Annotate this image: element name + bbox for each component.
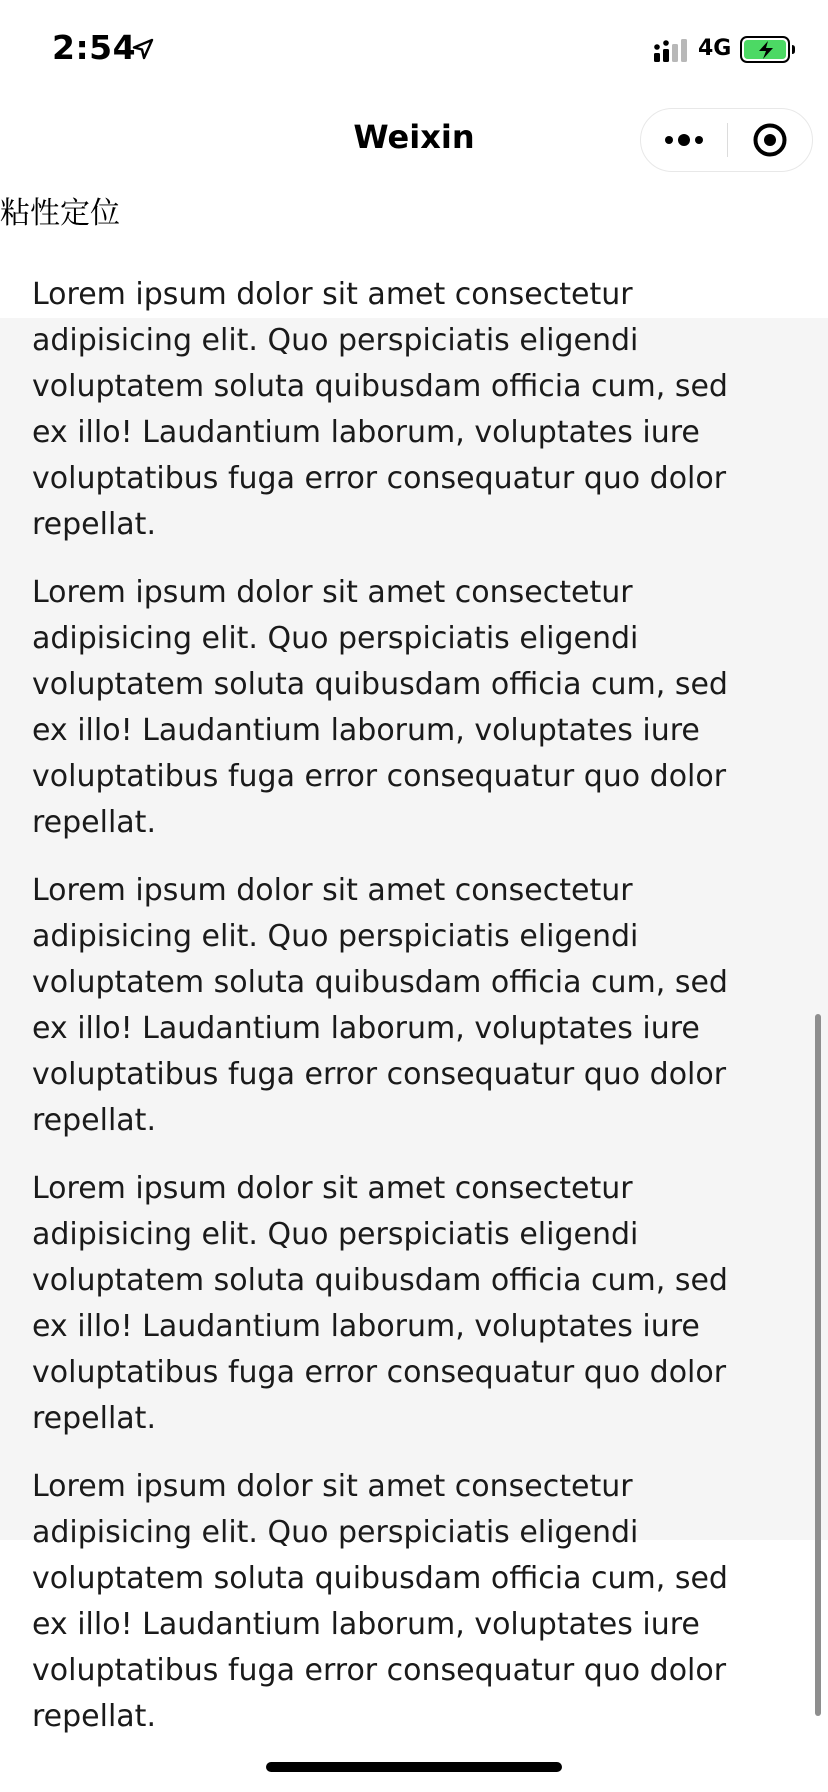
- lorem-paragraph: Lorem ipsum dolor sit amet consectetur adipisicing elit. Quo perspiciatis eligendi voluptatem soluta quibusdam officia cum, sed ex illo! Laudantium laborum, voluptates iure voluptatibus fuga error consequatur quo dolor repellat.: [32, 873, 728, 1138]
- status-time: 2:54: [52, 28, 137, 67]
- paragraph-list: [32, 272, 772, 1762]
- target-circle-icon: [752, 122, 788, 158]
- lorem-paragraph: Lorem ipsum dolor sit amet consectetur adipisicing elit. Quo perspiciatis eligendi voluptatem soluta quibusdam officia cum, sed ex illo! Laudantium laborum, voluptates iure voluptatibus fuga error consequatur quo dolor repellat.: [32, 575, 728, 840]
- location-arrow-icon: [132, 38, 154, 60]
- lorem-paragraph: Lorem ipsum dolor sit amet consectetur adipisicing elit. Quo perspiciatis eligendi voluptatem soluta quibusdam officia cum, sed ex illo! Laudantium laborum, voluptates iure voluptatibus fuga error consequatur quo dolor repellat.: [32, 1171, 728, 1436]
- mini-program-capsule: [640, 108, 813, 172]
- network-type: 4G: [698, 36, 732, 61]
- scrollbar[interactable]: [815, 1014, 821, 1716]
- scroll-content[interactable]: [0, 277, 828, 1734]
- lorem-paragraph: Lorem ipsum dolor sit amet consectetur adipisicing elit. Quo perspiciatis eligendi voluptatem soluta quibusdam officia cum, sed ex illo! Laudantium laborum, voluptates iure voluptatibus fuga error consequatur quo dolor repellat.: [32, 277, 728, 542]
- home-indicator[interactable]: [266, 1762, 562, 1772]
- more-dots-icon: [663, 133, 705, 147]
- nav-title: Weixin: [353, 118, 475, 156]
- more-button[interactable]: [641, 109, 727, 171]
- status-bar: [0, 0, 828, 100]
- close-button[interactable]: [728, 109, 812, 171]
- battery-charging-icon: [740, 36, 796, 63]
- lorem-paragraph: Lorem ipsum dolor sit amet consectetur adipisicing elit. Quo perspiciatis eligendi voluptatem soluta quibusdam officia cum, sed ex illo! Laudantium laborum, voluptates iure voluptatibus fuga error consequatur quo dolor repellat.: [32, 1469, 728, 1734]
- sticky-header-label: 粘性定位: [0, 196, 120, 231]
- cellular-signal-icon: [654, 38, 688, 64]
